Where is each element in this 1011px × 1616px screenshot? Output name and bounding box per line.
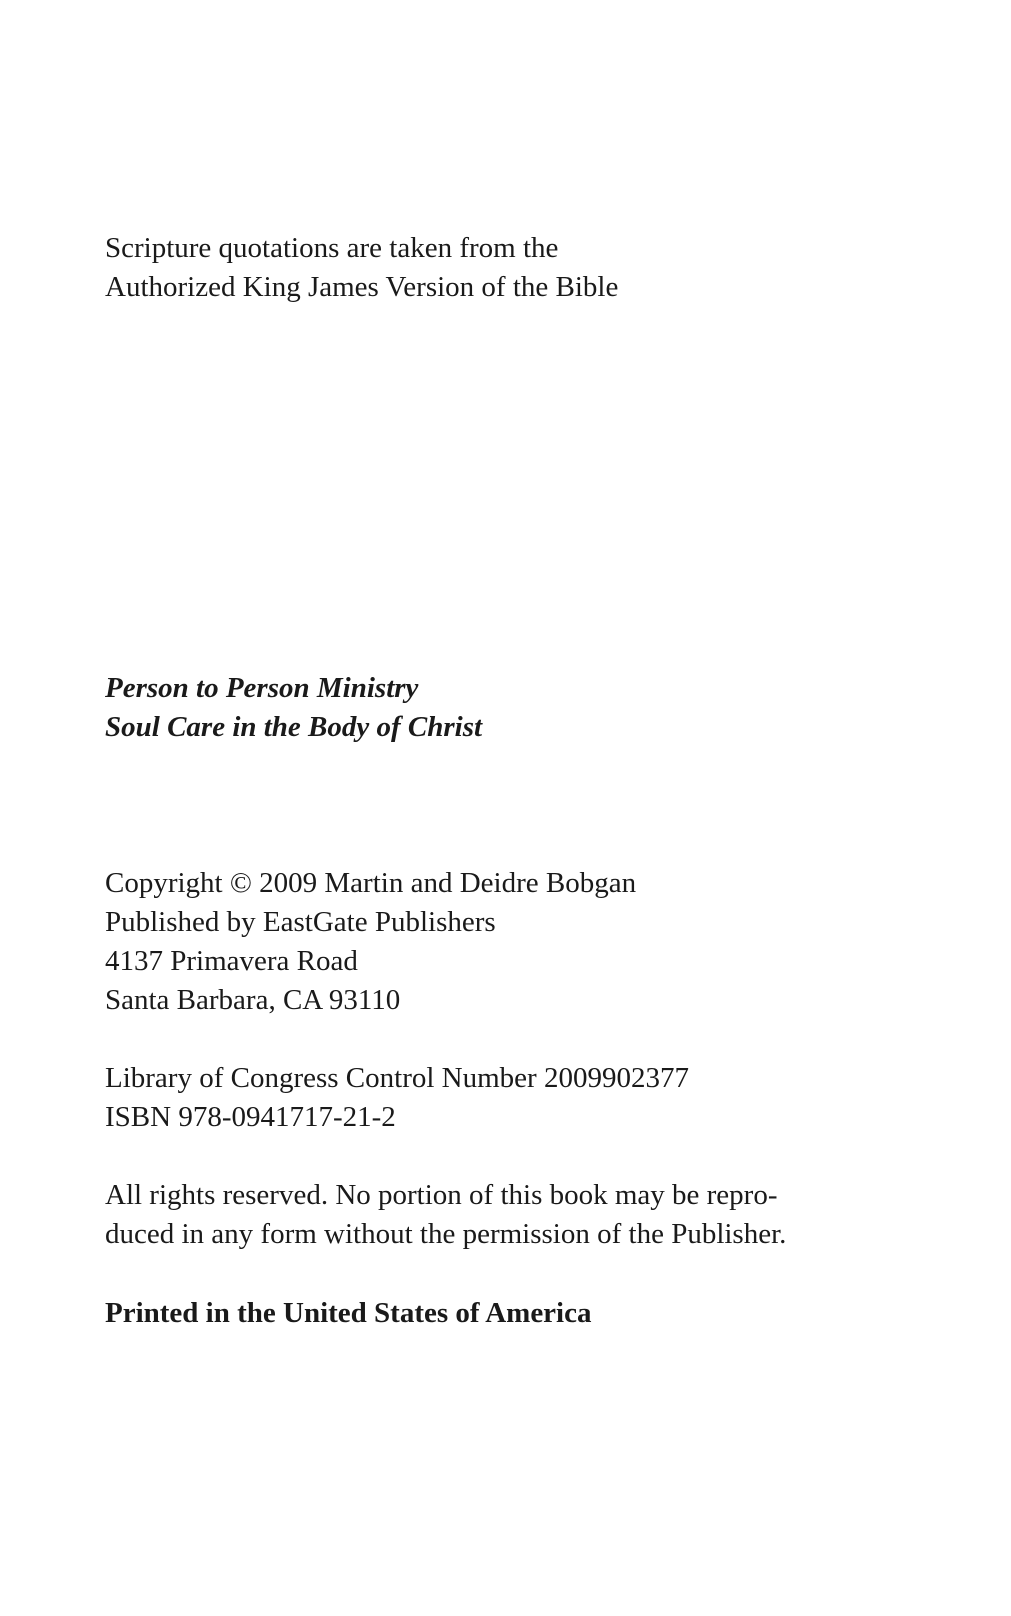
lccn-line: Library of Congress Control Number 2009902377 — [105, 1062, 689, 1094]
address-street: 4137 Primavera Road — [105, 945, 358, 977]
rights-notice — [105, 1176, 925, 1254]
address-city: Santa Barbara, CA 93110 — [105, 984, 401, 1016]
scripture-line-2: Authorized King James Version of the Bible — [105, 271, 619, 303]
printed-notice — [105, 1294, 925, 1333]
publisher-line: Published by EastGate Publishers — [105, 906, 496, 938]
printed-line: Printed in the United States of America — [105, 1297, 592, 1329]
rights-line-2: duced in any form without the permission of the Publisher. — [105, 1218, 787, 1250]
scripture-notice — [105, 229, 925, 307]
rights-line-1: All rights reserved. No portion of this book may be repro- — [105, 1179, 778, 1211]
scripture-line-1: Scripture quotations are taken from the — [105, 232, 559, 264]
book-title — [105, 669, 925, 747]
book-subtitle-line: Soul Care in the Body of Christ — [105, 711, 483, 743]
library-info — [105, 1059, 925, 1137]
copyright-line: Copyright © 2009 Martin and Deidre Bobgan — [105, 867, 637, 899]
isbn-line: ISBN 978-0941717-21-2 — [105, 1101, 396, 1133]
copyright-publisher-info — [105, 864, 925, 1020]
book-title-line-1: Person to Person Ministry — [105, 672, 419, 704]
